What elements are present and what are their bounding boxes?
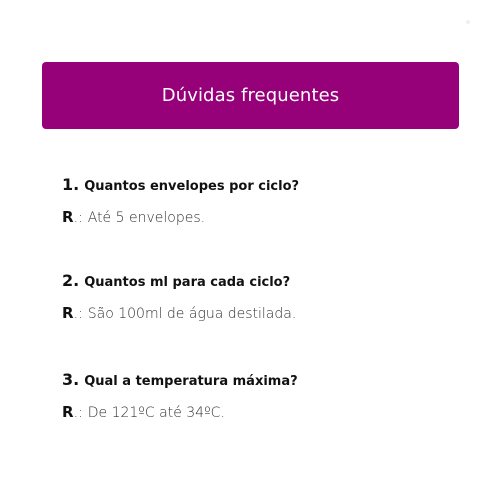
faq-item-1	[62, 175, 462, 228]
question-number: 1.	[62, 175, 80, 194]
answer-separator: .:	[73, 405, 83, 421]
question-text: Qual a temperatura máxima?	[84, 374, 298, 389]
faq-question-2	[62, 271, 462, 291]
decorative-dot	[466, 20, 470, 24]
question-text: Quantos ml para cada ciclo?	[84, 275, 291, 290]
faq-header-banner	[42, 62, 459, 129]
question-text: Quantos envelopes por ciclo?	[84, 179, 300, 194]
answer-text: De 121ºC até 34ºC.	[87, 405, 225, 421]
faq-answer-3	[62, 403, 462, 423]
faq-answer-1	[62, 208, 462, 228]
question-number: 3.	[62, 370, 80, 389]
faq-question-1	[62, 175, 462, 195]
faq-title: Dúvidas frequentes	[161, 85, 340, 106]
faq-answer-2	[62, 304, 462, 324]
answer-label: R	[62, 304, 74, 322]
answer-label: R	[62, 208, 74, 226]
answer-label: R	[62, 403, 74, 421]
faq-item-3	[62, 370, 462, 423]
answer-text: São 100ml de água destilada.	[87, 306, 297, 322]
answer-separator: .:	[73, 210, 83, 226]
faq-item-2	[62, 271, 462, 324]
answer-text: Até 5 envelopes.	[87, 210, 206, 226]
faq-question-3	[62, 370, 462, 390]
question-number: 2.	[62, 271, 80, 290]
answer-separator: .:	[73, 306, 83, 322]
